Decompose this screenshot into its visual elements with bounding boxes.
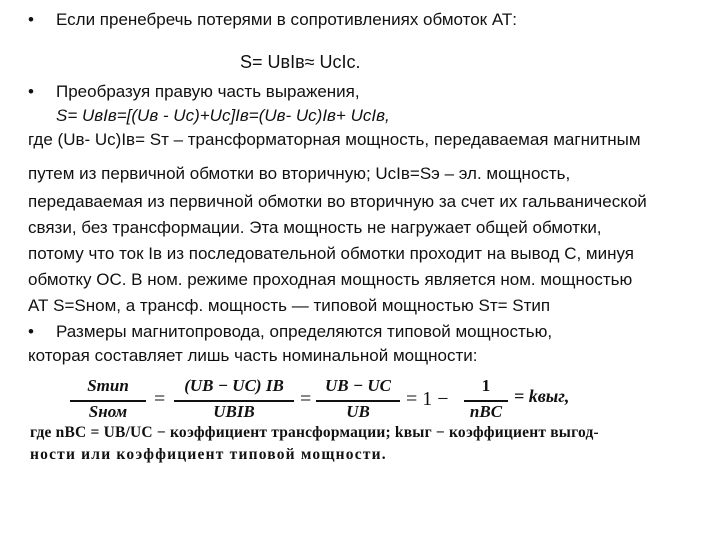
bullet-3: • xyxy=(28,322,34,341)
eq-num-1: Sтип xyxy=(87,376,129,395)
paragraph-2-line-9: АТ S=Sном, а трансф. мощность — типовой мощностью Sт= Sтип xyxy=(28,296,551,315)
eq-den-2: UBIB xyxy=(213,402,255,421)
where-line-1: где nBC = UB/UC − коэффициент трансформации; kвыг − коэффициент выгод- xyxy=(30,424,599,441)
where-line-2: ности или коэффициент типовой мощности. xyxy=(30,446,387,463)
bullet-2: • xyxy=(28,82,34,101)
paragraph-2-line-8: обмотку ОС. В ном. режиме проходная мощность является ном. мощностью xyxy=(28,270,633,289)
paragraph-2-line-4: путем из первичной обмотки во вторичную; UсIв=Sэ – эл. мощность, xyxy=(28,164,571,183)
eq-num-4: 1 xyxy=(481,376,491,395)
eq-tail-2: = kвыг, xyxy=(514,386,570,406)
paragraph-2-line-7: потому что ток Iв из последовательной обмотки проходит на вывод С, минуя xyxy=(28,244,635,263)
eq-den-4: nBC xyxy=(469,402,503,421)
eq-den-3: UB xyxy=(346,402,370,421)
eq-sign-2: = xyxy=(300,388,312,410)
formula-1: S= UвIв≈ UcIc. xyxy=(240,52,361,72)
bullet-1: • xyxy=(28,10,34,29)
paragraph-2-line-2: S= UвIв=[(Uв - Uс)+Uc]Iв=(Uв- Uс)Iв+ UсIв, xyxy=(56,106,390,125)
paragraph-2-line-6: связи, без трансформации. Эта мощность не нагружает общей обмотки, xyxy=(28,218,602,237)
eq-sign-1: = xyxy=(154,388,166,410)
eq-tail-1: = 1 − xyxy=(406,388,449,410)
eq-num-2: (UB − UC) IB xyxy=(184,376,284,395)
eq-den-1: Sном xyxy=(88,402,128,421)
eq-num-3: UB − UC xyxy=(324,376,392,395)
paragraph-2-line-5: передаваемая из первичной обмотки во вторичную за счет их гальванической xyxy=(28,192,647,211)
paragraph-3-line-2: которая составляет лишь часть номинальной мощности: xyxy=(28,346,478,365)
paragraph-2-line-1: Преобразуя правую часть выражения, xyxy=(56,82,360,101)
paragraph-2-line-3: где (Uв- Uс)Iв= Sт – трансформаторная мощность, передаваемая магнитным xyxy=(28,130,641,149)
paragraph-3-line-1: Размеры магнитопровода, определяются типовой мощностью, xyxy=(56,322,553,341)
paragraph-1: Если пренебречь потерями в сопротивлениях обмоток АТ: xyxy=(56,10,517,29)
